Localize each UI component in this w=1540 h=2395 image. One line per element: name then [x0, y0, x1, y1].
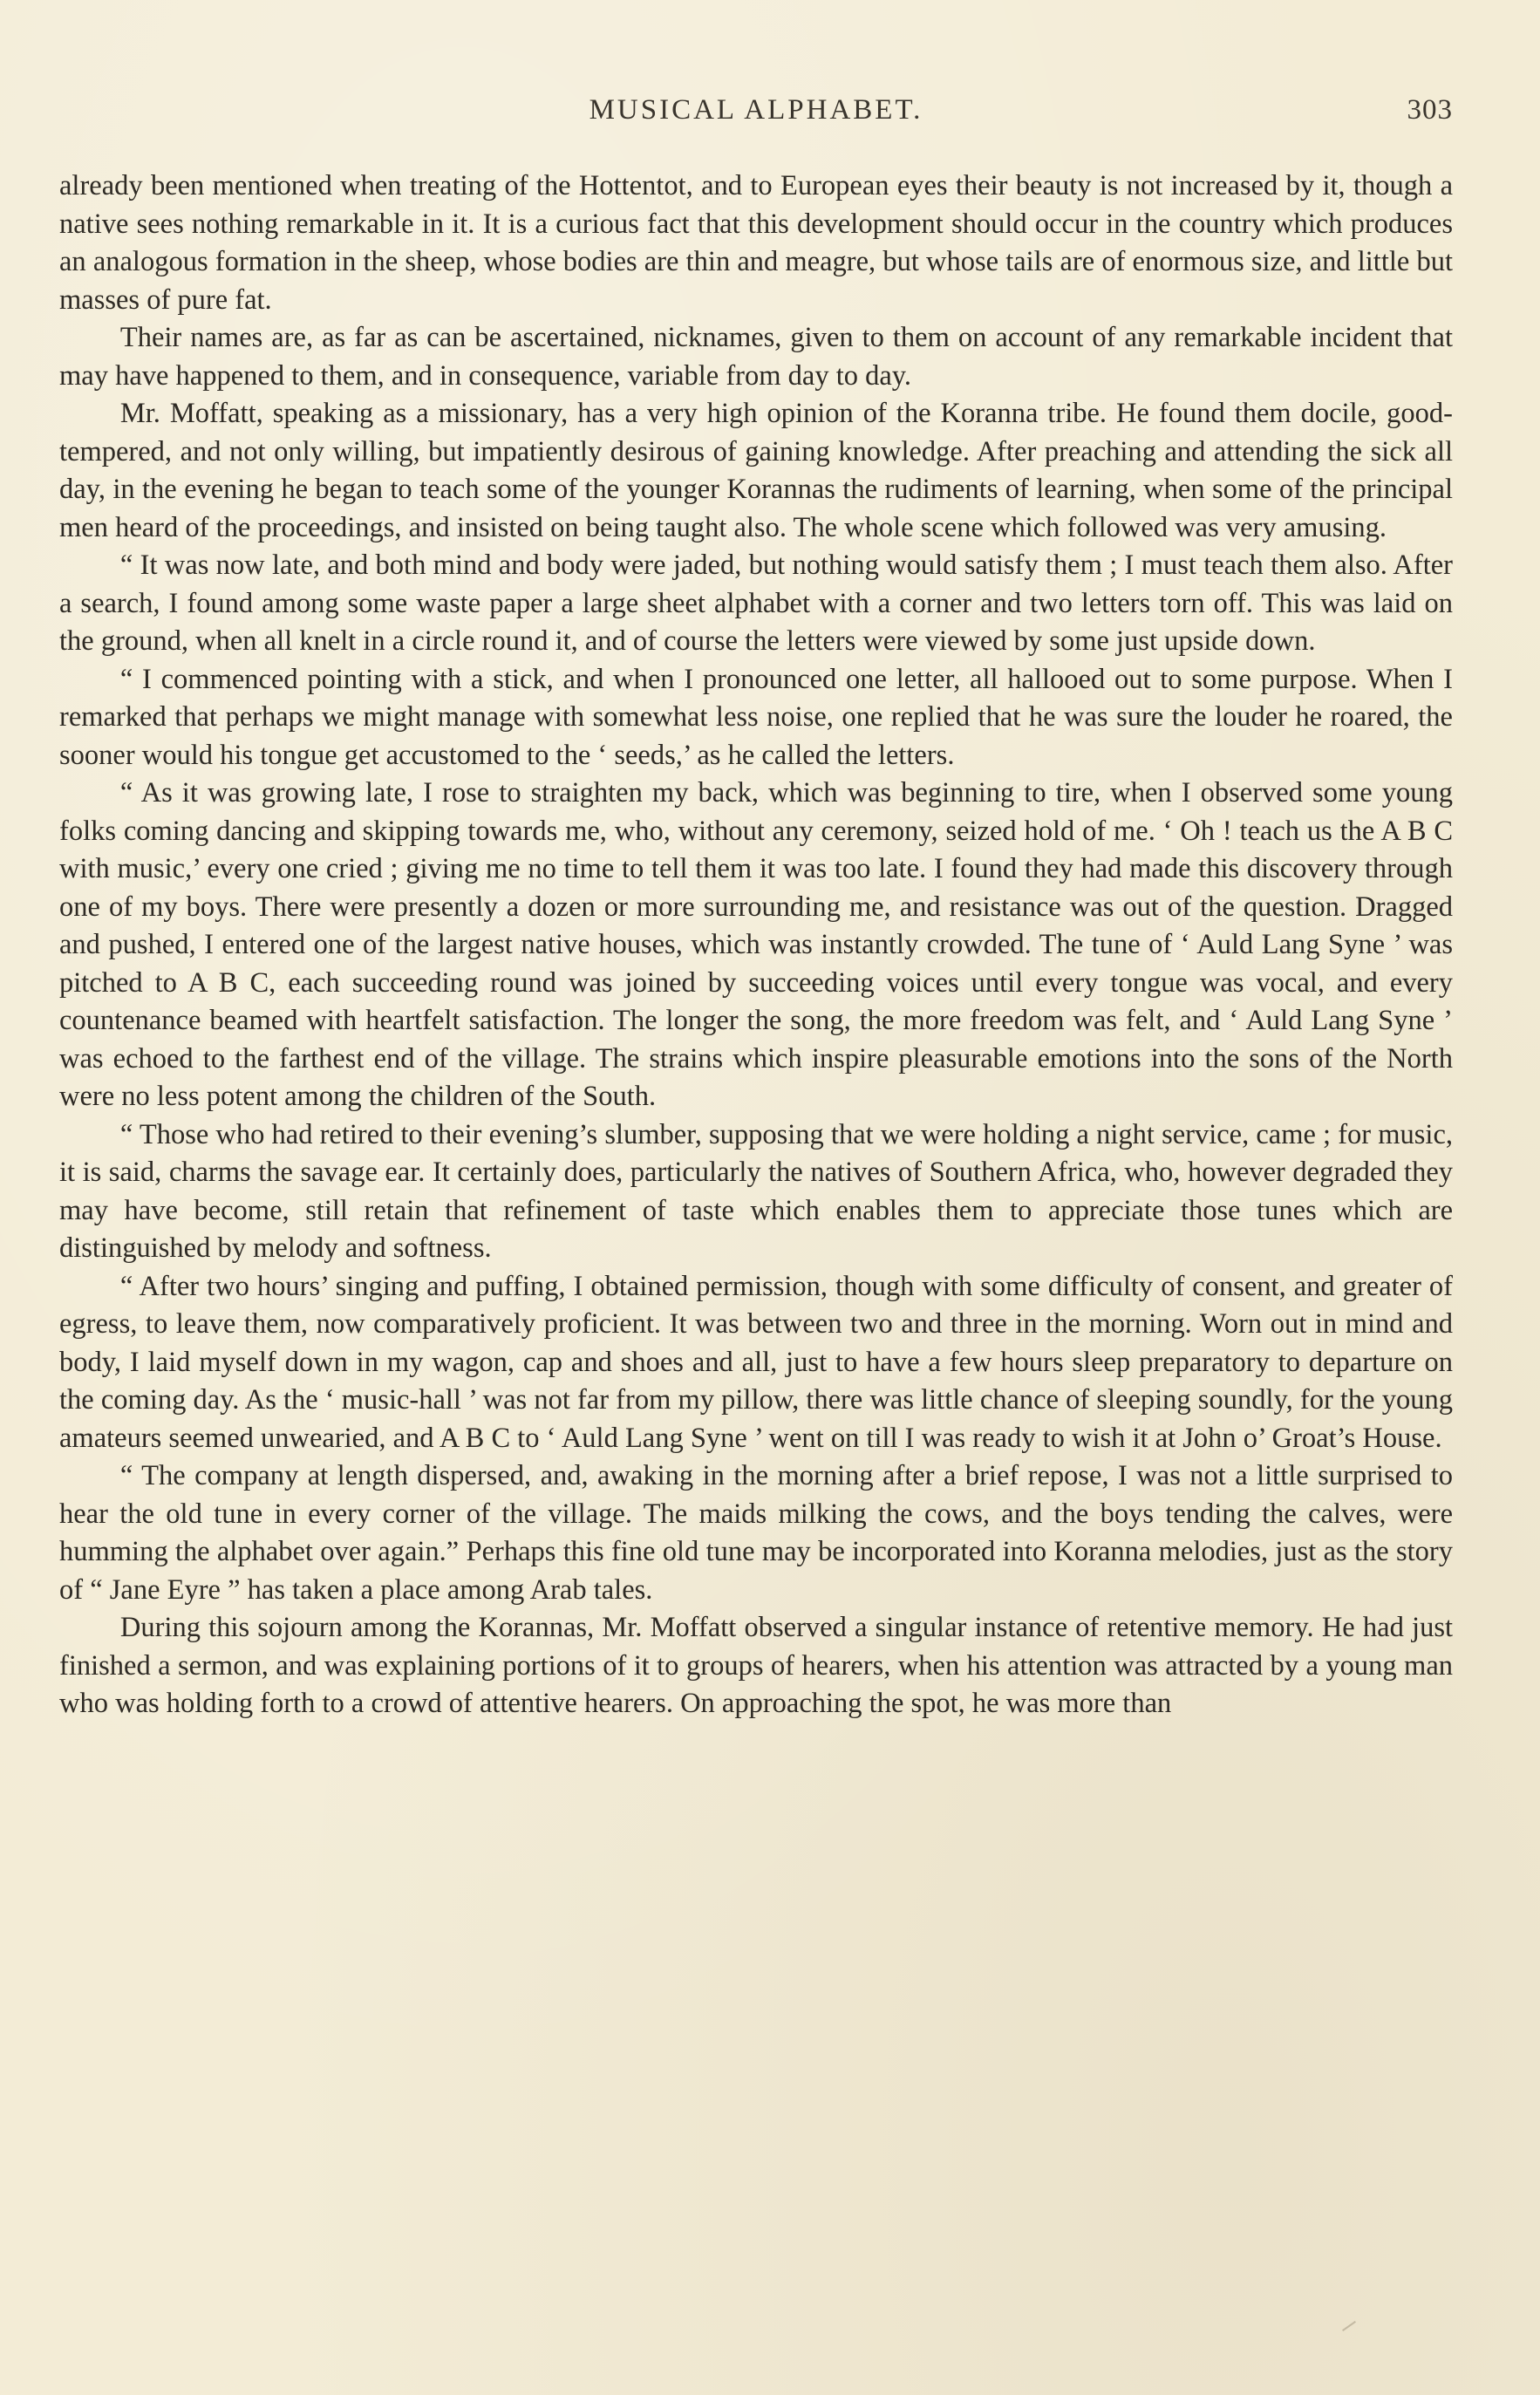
paragraph-2: Their names are, as far as can be ascertained, nicknames, given to them on account of any remarkable incident that may have happened to them, and in consequence, variable from day to day. — [59, 322, 1453, 392]
body-text — [59, 167, 1453, 1723]
pencil-mark — [1342, 2321, 1356, 2331]
paragraph-3: Mr. Moffatt, speaking as a missionary, has a very high opinion of the Koranna tribe. He found them docile, good-tempered, and not only willing, but impatiently desirous of gaining knowledge. After preaching and attending the sick all day, in the evening he began to teach some of the younger Korannas the rudiments of learning, when some of the principal men heard of the proceedings, and insisted on being taught also. The whole scene which followed was very amusing. — [59, 398, 1453, 543]
page-number: 303 — [1407, 94, 1453, 126]
paragraph-1: already been mentioned when treating of the Hottentot, and to European eyes their beauty is not increased by it, though a native sees nothing remarkable in it. It is a curious fact that this development should occur in the country which produces an analogous formation in the sheep, whose bodies are thin and meagre, but whose tails are of enormous size, and little but masses of pure fat. — [59, 170, 1453, 316]
paragraph-5: “ I commenced pointing with a stick, and when I pronounced one letter, all hallooed out to some purpose. When I remarked that perhaps we might manage with somewhat less noise, one replied that he was sure the louder he roared, the sooner would his tongue get accustomed to the ‘ seeds,’ as he called the letters. — [59, 663, 1453, 771]
page-header — [59, 87, 1453, 140]
running-title: MUSICAL ALPHABET. — [589, 94, 923, 126]
paragraph-10: During this sojourn among the Korannas, Mr. Moffatt observed a singular instance of retentive memory. He had just finished a sermon, and was explaining portions of it to groups of hearers, when his attention was attracted by a young man who was holding forth to a crowd of attentive hearers. On approaching the spot, he was more than — [59, 1612, 1453, 1719]
paragraph-4: “ It was now late, and both mind and body were jaded, but nothing would satisfy them ; I must teach them also. After a search, I found among some waste paper a large sheet alphabet with a corner and two letters torn off. This was laid on the ground, when all knelt in a circle round it, and of course the letters were viewed by some just upside down. — [59, 549, 1453, 657]
paragraph-8: “ After two hours’ singing and puffing, I obtained permission, though with some difficulty of consent, and greater of egress, to leave them, now comparatively proficient. It was between two and three in the morning. Worn out in mind and body, I laid myself down in my wagon, cap and shoes and all, just to have a few hours sleep preparatory to departure on the coming day. As the ‘ music-hall ’ was not far from my pillow, there was little chance of sleeping soundly, for the young amateurs seemed unwearied, and A B C to ‘ Auld Lang Syne ’ went on till I was ready to wish it at John o’ Groat’s House. — [59, 1270, 1453, 1454]
paragraph-7: “ Those who had retired to their evening’s slumber, supposing that we were holding a night service, came ; for music, it is said, charms the savage ear. It certainly does, particularly the natives of Southern Africa, who, however degraded they may have become, still retain that refinement of taste which enables them to appreciate those tunes which are distinguished by melody and softness. — [59, 1118, 1453, 1264]
paragraph-9: “ The company at length dispersed, and, awaking in the morning after a brief repose, I was not a little surprised to hear the old tune in every corner of the village. The maids milking the cows, and the boys tending the calves, were humming the alphabet over again.” Perhaps this fine old tune may be incorporated into Koranna melodies, just as the story of “ Jane Eyre ” has taken a place among Arab tales. — [59, 1460, 1453, 1606]
paragraph-6: “ As it was growing late, I rose to straighten my back, which was beginning to tire, when I observed some young folks coming dancing and skipping towards me, who, without any ceremony, seized hold of me. ‘ Oh ! teach us the A B C with music,’ every one cried ; giving me no time to tell them it was too late. I found they had made this discovery through one of my boys. There were presently a dozen or more surrounding me, and resistance was out of the question. Dragged and pushed, I entered one of the largest native houses, which was instantly crowded. The tune of ‘ Auld Lang Syne ’ was pitched to A B C, each succeeding round was joined by succeeding voices until every tongue was vocal, and every countenance beamed with heartfelt satisfaction. The longer the song, the more freedom was felt, and ‘ Auld Lang Syne ’ was echoed to the farthest end of the village. The strains which inspire pleasurable emotions into the sons of the North were no less potent among the children of the South. — [59, 777, 1453, 1112]
